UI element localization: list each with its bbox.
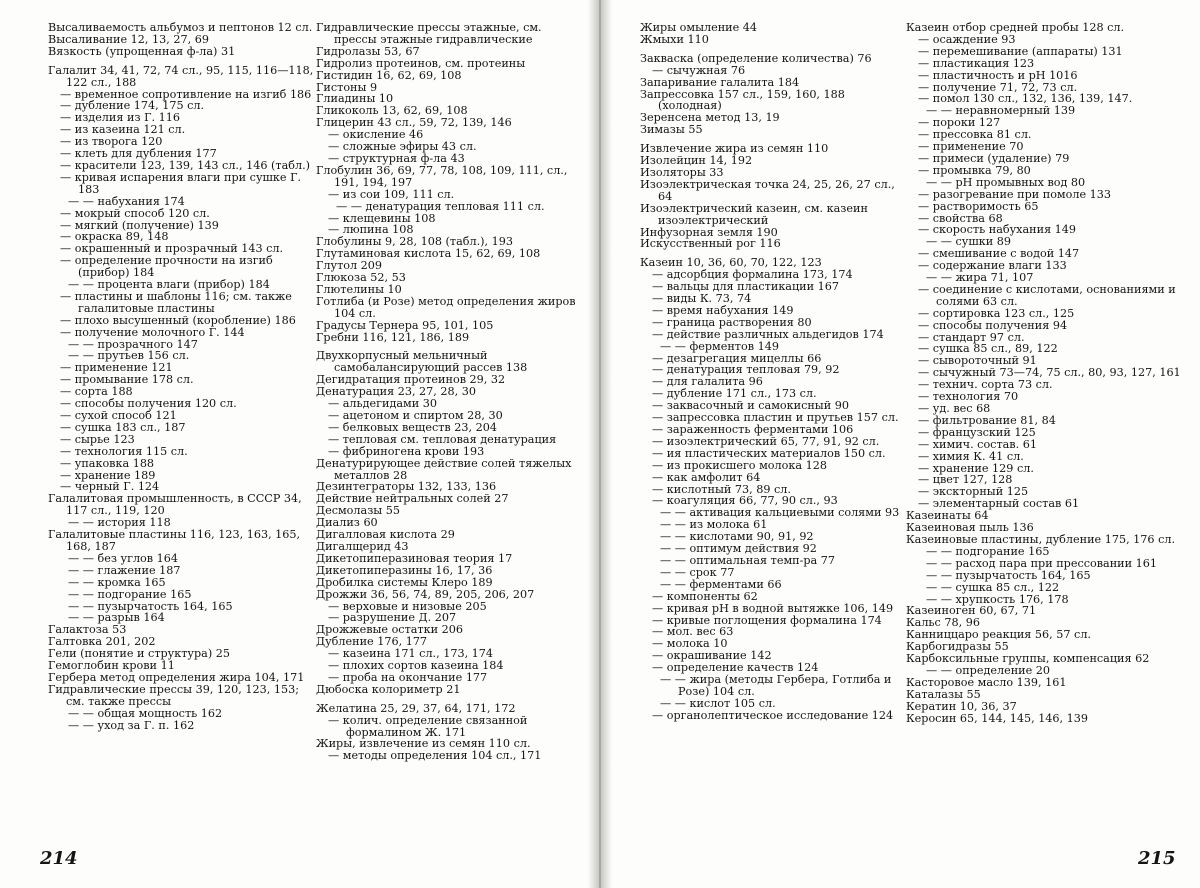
index-entry: Казеиноген 60, 67, 71: [906, 604, 1037, 618]
index-entry: — — пузырчатость 164, 165: [68, 599, 233, 613]
index-column-2: [316, 22, 586, 762]
index-entry: — фибриногена крови 193: [328, 444, 485, 458]
index-entry: — разрушение Д. 207: [328, 611, 457, 625]
index-entry: — — жира 71, 107: [926, 271, 1034, 285]
index-entry: — люпина 108: [328, 223, 414, 237]
index-entry: — как амфолит 64: [652, 470, 761, 484]
index-entry: Гемоглобин крови 11: [48, 659, 175, 673]
index-entry: — запрессовка пластин и прутьев 157 сл.: [652, 411, 899, 425]
index-entry: — — из молока 61: [660, 518, 768, 532]
index-entry: — способы получения 94: [918, 318, 1068, 332]
index-entry: — сушка 85 сл., 89, 122: [918, 342, 1058, 356]
page-number-left: 214: [40, 848, 78, 869]
index-entry: — разогревание при помоле 133: [918, 187, 1112, 201]
index-entry: — окрашивание 142: [652, 649, 772, 663]
index-entry: — для галалита 96: [652, 375, 763, 389]
index-entry: — — без углов 164: [68, 551, 178, 565]
index-entry: Глобулины 9, 28, 108 (табл.), 193: [316, 235, 513, 249]
index-entry: Инфузорная земля 190: [640, 225, 778, 239]
index-entry: Глобулин 36, 69, 77, 78, 108, 109, 111, сл., 191, 194, 197: [316, 163, 568, 189]
index-entry: — — кромка 165: [68, 575, 166, 589]
index-entry: — граница растворения 80: [652, 315, 812, 329]
index-entry: — клеть для дубления 177: [60, 147, 217, 161]
index-entry: — — ферментами 66: [660, 577, 782, 591]
index-entry: — виды К. 73, 74: [652, 292, 752, 306]
index-entry: Каталазы 55: [906, 687, 981, 701]
index-entry: Гистоны 9: [316, 80, 378, 94]
index-entry: — — срок 77: [660, 565, 735, 579]
index-entry: — красители 123, 139, 143 сл., 146 (табл.): [60, 158, 310, 172]
index-entry: Дикетопиперазины 16, 17, 36: [316, 563, 493, 577]
index-entry: — белковых веществ 23, 204: [328, 420, 497, 434]
index-entry: — — денатурация тепловая 111 сл.: [336, 199, 545, 213]
index-entry: — — пузырчатость 164, 165: [926, 568, 1091, 582]
page-number-right: 215: [1138, 848, 1176, 869]
index-entry: — зараженность ферментами 106: [652, 423, 854, 436]
index-entry: Казеиновая пыль 136: [906, 521, 1034, 535]
index-entry: — цвет 127, 128: [918, 473, 1013, 487]
index-entry: — дезагрегация мицеллы 66: [652, 351, 822, 365]
index-entry: — — ферментов 149: [660, 339, 779, 353]
index-entry: — получение 71, 72, 73 сл.: [918, 80, 1078, 94]
index-entry: — действие различных альдегидов 174: [652, 327, 884, 341]
index-entry: — — подгорание 165: [926, 544, 1050, 558]
index-entry: — элементарный состав 61: [918, 497, 1080, 511]
index-entry: — применение 121: [60, 361, 173, 375]
index-entry: Изолейцин 14, 192: [640, 154, 753, 168]
index-entry: — из казеина 121 сл.: [60, 123, 186, 137]
index-entry: — сухой способ 121: [60, 409, 177, 422]
index-entry: Дрожжевые остатки 206: [316, 623, 463, 637]
index-entry: — кривая pH в водной вытяжке 106, 149: [652, 601, 894, 615]
index-entry: Зимазы 55: [640, 123, 703, 137]
index-entry: Искусственный рог 116: [640, 237, 781, 251]
index-entry: — временное сопротивление на изгиб 186: [60, 87, 312, 101]
index-entry: — прессовка 81 сл.: [918, 128, 1032, 142]
index-entry: — органолептическое исследование 124: [652, 708, 894, 722]
index-entry: — кривые поглощения формалина 174: [652, 613, 882, 627]
index-entry: — дубление 171 сл., 173 сл.: [652, 387, 817, 401]
index-entry: — — хрупкость 176, 178: [926, 592, 1069, 606]
index-entry: — коагуляция 66, 77, 90 сл., 93: [652, 494, 838, 508]
index-entry: Запрессовка 157 сл., 159, 160, 188 (холодная): [640, 87, 845, 113]
index-entry: Канниццаро реакция 56, 57 сл.: [906, 628, 1091, 642]
index-entry: Жиры, извлечение из семян 110 сл.: [316, 737, 531, 751]
index-entry: — компоненты 62: [652, 589, 758, 603]
index-entry: — французский 125: [918, 425, 1036, 439]
index-entry: — — pH промывных вод 80: [926, 175, 1086, 189]
index-entry: Дигалловая кислота 29: [316, 528, 455, 542]
index-entry: — молока 10: [652, 637, 728, 651]
index-entry: Кальс 78, 96: [906, 616, 980, 630]
index-column-1: [48, 22, 318, 731]
index-entry: — плохих сортов казеина 184: [328, 659, 504, 673]
index-entry: — из прокисшего молока 128: [652, 458, 827, 472]
index-entry: Галактоза 53: [48, 623, 127, 637]
index-entry: Дубление 176, 177: [316, 635, 428, 649]
index-entry: — заквасочный и самокисный 90: [652, 399, 849, 413]
index-entry: — кислотный 73, 89 сл.: [652, 482, 791, 496]
index-entry: — технология 70: [918, 390, 1019, 404]
index-entry: Гели (понятие и структура) 25: [48, 647, 231, 661]
index-entry: — — неравномерный 139: [926, 104, 1076, 118]
index-entry: — хранение 129 сл.: [918, 461, 1034, 475]
index-entry: — — кислотами 90, 91, 92: [660, 530, 814, 544]
index-entry: Глюкоза 52, 53: [316, 271, 406, 285]
index-entry: — ацетоном и спиртом 28, 30: [328, 409, 503, 422]
index-entry: — хранение 189: [60, 468, 156, 482]
index-entry: — стандарт 97 сл.: [918, 330, 1025, 344]
index-entry: — химия К. 41 сл.: [918, 449, 1024, 463]
index-entry: Гидролазы 53, 67: [316, 44, 420, 58]
index-entry: Градусы Тернера 95, 101, 105: [316, 318, 494, 332]
index-entry: — из творога 120: [60, 135, 163, 149]
index-entry: — — оптимальная темп-ра 77: [660, 553, 836, 567]
index-entry: — сушка 183 сл., 187: [60, 420, 186, 434]
index-entry: Глутаминовая кислота 15, 62, 69, 108: [316, 247, 541, 261]
index-entry: Дикетопиперазиновая теория 17: [316, 551, 513, 565]
index-entry: Изоляторы 33: [640, 165, 724, 179]
index-entry: Касторовое масло 139, 161: [906, 675, 1067, 689]
index-entry: — методы определения 104 сл., 171: [328, 749, 542, 763]
index-entry: Действие нейтральных солей 27: [316, 492, 509, 506]
index-entry: — — кислот 105 сл.: [660, 696, 776, 710]
index-entry: Жмыхи 110: [640, 32, 709, 46]
index-entry: Денатурация 23, 27, 28, 30: [316, 385, 476, 399]
index-entry: Зеренсена метод 13, 19: [640, 111, 780, 125]
index-entry: — — набухания 174: [68, 194, 185, 208]
index-entry: Гербера метод определения жира 104, 171: [48, 670, 305, 684]
index-entry: — колич. определение связанной формалином Ж. 171: [328, 713, 528, 739]
index-entry: — — оптимум действия 92: [660, 542, 817, 556]
index-entry: Диализ 60: [316, 516, 378, 530]
index-entry: — — разрыв 164: [68, 611, 165, 625]
index-entry: Казеинаты 64: [906, 509, 989, 523]
index-entry: Дробилка системы Клеро 189: [316, 575, 493, 589]
index-entry: — пластины и шаблоны 116; см. также галалитовые пластины: [60, 289, 292, 315]
index-entry: Казеиновые пластины, дубление 175, 176 сл.: [906, 532, 1176, 546]
index-entry: — технология 115 сл.: [60, 444, 188, 458]
index-entry: — кривая испарения влаги при сушке Г. 183: [60, 170, 302, 196]
index-entry: Гликоколь 13, 62, 69, 108: [316, 104, 468, 118]
index-entry: Изоэлектрический казеин, см. казеин изоэлектрический: [640, 201, 868, 227]
index-entry: Запаривание галалита 184: [640, 75, 800, 89]
index-entry: — — общая мощность 162: [68, 706, 223, 720]
index-column-4: [906, 22, 1186, 724]
index-entry: — применение 70: [918, 140, 1024, 154]
index-entry: — проба на окончание 177: [328, 670, 488, 684]
index-entry: Двухкорпусный мельничный самобалансирующий рассев 138: [316, 349, 528, 375]
index-entry: Готлиба (и Розе) метод определения жиров 104 сл.: [316, 294, 576, 320]
index-entry: — промывка 79, 80: [918, 163, 1031, 177]
index-entry: — клещевины 108: [328, 211, 436, 225]
index-column-3: [640, 22, 910, 722]
index-entry: — ия пластических материалов 150 сл.: [652, 446, 886, 460]
index-entry: — определение качеств 124: [652, 661, 819, 675]
right-page: [600, 0, 1200, 888]
index-entry: Карбогидразы 55: [906, 640, 1009, 654]
index-entry: Извлечение жира из семян 110: [640, 142, 829, 156]
index-entry: — пластикация 123: [918, 56, 1035, 70]
index-entry: Дрожжи 36, 56, 74, 89, 205, 206, 207: [316, 587, 535, 601]
index-entry: — казеина 171 сл., 173, 174: [328, 647, 494, 661]
index-entry: — мол. вес 63: [652, 625, 734, 639]
index-entry: — помол 130 сл., 132, 136, 139, 147.: [918, 92, 1133, 106]
index-entry: — — прутьев 156 сл.: [68, 349, 190, 363]
index-entry: Гидролиз протеинов, см. протеины: [316, 56, 526, 70]
index-entry: — получение молочного Г. 144: [60, 325, 245, 339]
index-entry: — — сушка 85 сл., 122: [926, 580, 1060, 594]
index-entry: Гидравлические прессы этажные, см. прессы этажные гидравлические: [316, 21, 542, 46]
index-entry: Карбоксильные группы, компенсация 62: [906, 652, 1150, 666]
index-entry: — окисление 46: [328, 128, 424, 142]
index-entry: Гидравлические прессы 39, 120, 123, 153; см. также прессы: [48, 682, 299, 708]
index-entry: — — история 118: [68, 516, 171, 530]
index-entry: Кератин 10, 36, 37: [906, 699, 1017, 713]
index-entry: — смешивание с водой 147: [918, 247, 1080, 261]
index-entry: — скорость набухания 149: [918, 223, 1077, 237]
index-entry: — технич. сорта 73 сл.: [918, 378, 1053, 392]
index-entry: — — определение 20: [926, 663, 1051, 677]
index-entry: — мягкий (получение) 139: [60, 218, 219, 232]
index-entry: — из сои 109, 111 сл.: [328, 187, 455, 201]
index-entry: Галалитовые пластины 116, 123, 163, 165, 168, 187: [48, 528, 301, 553]
index-entry: — соединение с кислотами, основаниями и солями 63 сл.: [918, 282, 1176, 308]
index-entry: Гребни 116, 121, 186, 189: [316, 330, 470, 344]
index-entry: — сычужный 73—74, 75 сл., 80, 93, 127, 161: [918, 366, 1181, 380]
index-entry: — фильтрование 81, 84: [918, 413, 1056, 427]
index-entry: — — подгорание 165: [68, 587, 192, 601]
index-entry: — вальцы для пластикации 167: [652, 280, 839, 294]
index-entry: Денатурирующее действие солей тяжелых металлов 28: [316, 456, 572, 482]
index-entry: — верховые и низовые 205: [328, 599, 487, 613]
index-entry: — упаковка 188: [60, 456, 155, 470]
index-entry: — — жира (методы Гербера, Готлиба и Розе) 104 сл.: [660, 673, 892, 698]
index-entry: — мокрый способ 120 сл.: [60, 206, 210, 220]
index-entry: — денатурация тепловая 79, 92: [652, 363, 840, 377]
index-entry: — — глажение 187: [68, 563, 181, 577]
index-entry: — пластичность и pH 1016: [918, 68, 1078, 82]
index-entry: Глутол 209: [316, 259, 383, 273]
index-entry: — промывание 178 сл.: [60, 373, 194, 387]
index-entry: — способы получения 120 сл.: [60, 397, 237, 411]
index-entry: Глиадины 10: [316, 92, 394, 106]
index-entry: — сортировка 123 сл., 125: [918, 306, 1075, 320]
index-entry: Керосин 65, 144, 145, 146, 139: [906, 711, 1089, 725]
index-entry: — определение прочности на изгиб (прибор) 184: [60, 254, 273, 280]
index-entry: — сложные эфиры 43 сл.: [328, 140, 477, 154]
index-entry: — черный Г. 124: [60, 480, 160, 494]
index-entry: — — сушки 89: [926, 235, 1011, 249]
index-entry: — изоэлектрический 65, 77, 91, 92 сл.: [652, 434, 880, 448]
index-entry: Дегидратация протеинов 29, 32: [316, 373, 506, 387]
index-entry: — адсорбция формалина 173, 174: [652, 268, 853, 282]
index-entry: Дигалщерид 43: [316, 539, 409, 553]
index-entry: — плохо высушенный (коробление) 186: [60, 313, 296, 327]
index-entry: Глицерин 43 сл., 59, 72, 139, 146: [316, 116, 512, 130]
index-entry: — уд. вес 68: [918, 402, 991, 415]
index-entry: Закваска (определение количества) 76: [640, 51, 872, 65]
index-entry: — — расход пара при прессовании 161: [926, 556, 1157, 570]
index-entry: — окрашенный и прозрачный 143 сл.: [60, 242, 284, 256]
index-entry: — изделия из Г. 116: [60, 111, 180, 125]
index-entry: Высаливаемость альбумоз и пептонов 12 сл.: [48, 21, 313, 34]
index-entry: Десмолазы 55: [316, 504, 400, 518]
index-entry: — растворимость 65: [918, 199, 1039, 213]
index-entry: — — уход за Г. п. 162: [68, 718, 195, 732]
index-entry: — содержание влаги 133: [918, 259, 1067, 273]
index-entry: — перемешивание (аппараты) 131: [918, 44, 1123, 58]
index-entry: — — активация кальциевыми солями 93: [660, 506, 900, 520]
index-entry: — время набухания 149: [652, 303, 794, 317]
index-entry: Гистидин 16, 62, 69, 108: [316, 68, 462, 82]
index-entry: — альдегидами 30: [328, 397, 437, 411]
index-entry: Галтовка 201, 202: [48, 635, 156, 649]
index-entry: Дюбоска колориметр 21: [316, 682, 461, 696]
index-entry: — примеси (удаление) 79: [918, 151, 1070, 165]
index-entry: Желатина 25, 29, 37, 64, 171, 172: [316, 701, 516, 715]
index-entry: — — прозрачного 147: [68, 337, 198, 351]
index-entry: Изоэлектрическая точка 24, 25, 26, 27 сл., 64: [640, 177, 895, 203]
index-entry: — дубление 174, 175 сл.: [60, 99, 205, 113]
index-entry: Высаливание 12, 13, 27, 69: [48, 32, 209, 46]
index-entry: — свойства 68: [918, 211, 1003, 225]
book-gutter: [588, 0, 612, 888]
index-entry: — структурная ф-ла 43: [328, 151, 465, 165]
index-entry: — экскторный 125: [918, 485, 1029, 499]
index-entry: — — процента влаги (прибор) 184: [68, 278, 270, 292]
index-entry: — сорта 188: [60, 385, 133, 399]
index-entry: — химич. состав. 61: [918, 437, 1037, 451]
index-entry: Жиры омыление 44: [640, 21, 758, 34]
index-entry: — осаждение 93: [918, 32, 1016, 46]
index-entry: Казеин 10, 36, 60, 70, 122, 123: [640, 256, 822, 270]
index-entry: Вязкость (упрощенная ф-ла) 31: [48, 44, 236, 58]
index-entry: — окраска 89, 148: [60, 230, 169, 244]
index-entry: — пороки 127: [918, 116, 1001, 130]
index-entry: Дезинтеграторы 132, 133, 136: [316, 480, 497, 494]
index-entry: Галалит 34, 41, 72, 74 сл., 95, 115, 116—118, 122 сл., 188: [48, 63, 314, 89]
index-entry: — сычужная 76: [652, 63, 746, 77]
index-entry: — сывороточный 91: [918, 354, 1037, 368]
index-entry: — тепловая см. тепловая денатурация: [328, 432, 557, 446]
index-entry: Галалитовая промышленность, в СССР 34, 117 сл., 119, 120: [48, 492, 302, 518]
index-entry: Казеин отбор средней пробы 128 сл.: [906, 21, 1125, 34]
index-entry: Глютелины 10: [316, 282, 402, 296]
index-entry: — сырье 123: [60, 432, 135, 446]
